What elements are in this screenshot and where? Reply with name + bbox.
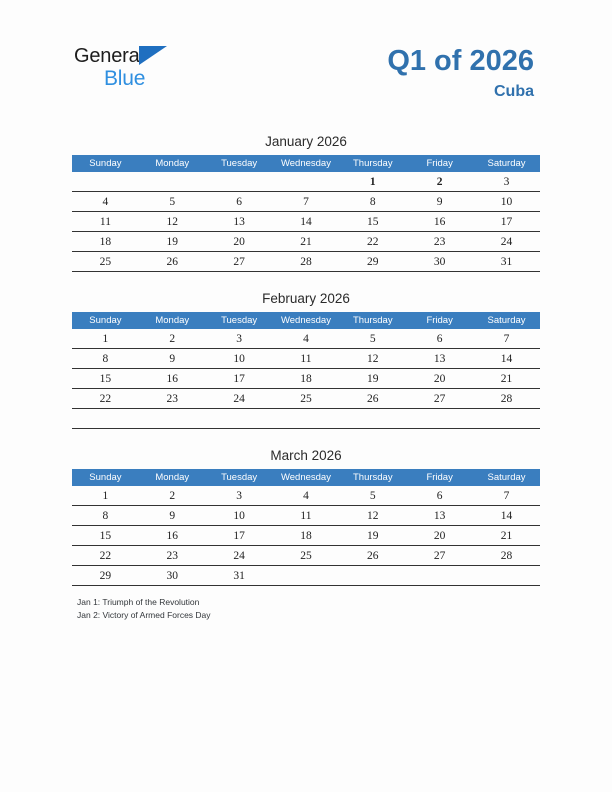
day-cell-empty bbox=[72, 172, 139, 192]
calendar-table bbox=[72, 469, 540, 586]
day-cell[interactable]: 24 bbox=[473, 232, 540, 252]
day-cell[interactable]: 27 bbox=[406, 546, 473, 566]
week-row bbox=[72, 506, 540, 526]
day-cell[interactable]: 4 bbox=[273, 486, 340, 506]
logo-row-bottom bbox=[74, 68, 194, 92]
day-cell[interactable]: 17 bbox=[206, 369, 273, 389]
day-cell[interactable]: 25 bbox=[72, 252, 139, 272]
day-cell[interactable]: 8 bbox=[72, 349, 139, 369]
weekday-header-monday: Monday bbox=[139, 469, 206, 486]
day-cell[interactable]: 13 bbox=[206, 212, 273, 232]
calendar-table bbox=[72, 312, 540, 429]
weekday-header-friday: Friday bbox=[406, 312, 473, 329]
weekday-header-row bbox=[72, 469, 540, 486]
day-cell[interactable]: 1 bbox=[72, 329, 139, 349]
day-cell[interactable]: 18 bbox=[72, 232, 139, 252]
day-cell-empty bbox=[139, 409, 206, 429]
title-block bbox=[387, 44, 534, 103]
weekday-header-row bbox=[72, 312, 540, 329]
week-row bbox=[72, 252, 540, 272]
day-cell[interactable]: 10 bbox=[206, 506, 273, 526]
day-cell[interactable]: 9 bbox=[406, 192, 473, 212]
day-cell[interactable]: 11 bbox=[273, 506, 340, 526]
day-cell-holiday[interactable]: 2 bbox=[406, 172, 473, 192]
week-row bbox=[72, 409, 540, 429]
calendar-table bbox=[72, 155, 540, 272]
day-cell[interactable]: 21 bbox=[473, 526, 540, 546]
day-cell[interactable]: 20 bbox=[206, 232, 273, 252]
day-cell[interactable]: 22 bbox=[72, 389, 139, 409]
month-title: February 2026 bbox=[262, 291, 350, 306]
day-cell[interactable]: 30 bbox=[139, 566, 206, 586]
day-cell[interactable]: 17 bbox=[473, 212, 540, 232]
logo-text-blue: Blue bbox=[104, 67, 146, 90]
day-cell[interactable]: 24 bbox=[206, 546, 273, 566]
day-cell[interactable]: 6 bbox=[206, 192, 273, 212]
day-cell[interactable]: 6 bbox=[406, 486, 473, 506]
month-title: March 2026 bbox=[270, 448, 342, 463]
month-block bbox=[72, 448, 540, 586]
day-cell[interactable]: 11 bbox=[273, 349, 340, 369]
weekday-header-friday: Friday bbox=[406, 155, 473, 172]
day-cell[interactable]: 7 bbox=[473, 329, 540, 349]
page-title: Q1 of 2026 bbox=[387, 45, 534, 77]
holiday-notes bbox=[77, 596, 477, 622]
day-cell[interactable]: 8 bbox=[72, 506, 139, 526]
weekday-header-saturday: Saturday bbox=[473, 155, 540, 172]
holiday-note-line: Jan 2: Victory of Armed Forces Day bbox=[77, 610, 211, 620]
day-cell[interactable]: 9 bbox=[139, 349, 206, 369]
day-cell-empty bbox=[473, 566, 540, 586]
weekday-header-monday: Monday bbox=[139, 155, 206, 172]
weekday-header-friday: Friday bbox=[406, 469, 473, 486]
day-cell[interactable]: 24 bbox=[206, 389, 273, 409]
weekday-header-wednesday: Wednesday bbox=[273, 312, 340, 329]
day-cell[interactable]: 23 bbox=[139, 389, 206, 409]
day-cell[interactable]: 29 bbox=[72, 566, 139, 586]
page-header bbox=[0, 0, 612, 110]
day-cell[interactable]: 19 bbox=[139, 232, 206, 252]
month-block bbox=[72, 134, 540, 272]
week-row bbox=[72, 526, 540, 546]
day-cell[interactable]: 16 bbox=[139, 369, 206, 389]
day-cell[interactable]: 31 bbox=[206, 566, 273, 586]
day-cell-empty bbox=[406, 566, 473, 586]
day-cell[interactable]: 18 bbox=[273, 369, 340, 389]
day-cell[interactable]: 28 bbox=[473, 546, 540, 566]
day-cell[interactable]: 14 bbox=[473, 349, 540, 369]
day-cell-empty bbox=[339, 566, 406, 586]
day-cell[interactable]: 5 bbox=[139, 192, 206, 212]
day-cell-empty bbox=[139, 172, 206, 192]
day-cell[interactable]: 23 bbox=[139, 546, 206, 566]
day-cell-empty bbox=[473, 409, 540, 429]
day-cell[interactable]: 25 bbox=[273, 546, 340, 566]
weekday-header-wednesday: Wednesday bbox=[273, 469, 340, 486]
day-cell-empty bbox=[206, 172, 273, 192]
day-cell[interactable]: 25 bbox=[273, 389, 340, 409]
weekday-header-tuesday: Tuesday bbox=[206, 312, 273, 329]
day-cell[interactable]: 29 bbox=[339, 252, 406, 272]
weekday-header-saturday: Saturday bbox=[473, 312, 540, 329]
day-cell[interactable]: 27 bbox=[206, 252, 273, 272]
day-cell-empty bbox=[273, 409, 340, 429]
weekday-header-tuesday: Tuesday bbox=[206, 469, 273, 486]
day-cell[interactable]: 19 bbox=[339, 369, 406, 389]
day-cell[interactable]: 11 bbox=[72, 212, 139, 232]
day-cell[interactable]: 10 bbox=[473, 192, 540, 212]
day-cell[interactable]: 26 bbox=[139, 252, 206, 272]
week-row bbox=[72, 329, 540, 349]
day-cell[interactable]: 31 bbox=[473, 252, 540, 272]
day-cell-empty bbox=[273, 172, 340, 192]
day-cell[interactable]: 10 bbox=[206, 349, 273, 369]
weekday-header-sunday: Sunday bbox=[72, 469, 139, 486]
day-cell[interactable]: 16 bbox=[139, 526, 206, 546]
day-cell[interactable]: 3 bbox=[206, 486, 273, 506]
day-cell[interactable]: 6 bbox=[406, 329, 473, 349]
day-cell[interactable]: 12 bbox=[339, 506, 406, 526]
week-row bbox=[72, 172, 540, 192]
logo-row-top bbox=[74, 44, 194, 68]
week-row bbox=[72, 369, 540, 389]
day-cell[interactable]: 9 bbox=[139, 506, 206, 526]
weekday-header-thursday: Thursday bbox=[339, 312, 406, 329]
day-cell[interactable]: 20 bbox=[406, 369, 473, 389]
day-cell[interactable]: 4 bbox=[72, 192, 139, 212]
weekday-header-thursday: Thursday bbox=[339, 469, 406, 486]
day-cell[interactable]: 17 bbox=[206, 526, 273, 546]
day-cell-empty bbox=[72, 409, 139, 429]
logo-text-general: General bbox=[74, 45, 144, 67]
weekday-header-row bbox=[72, 155, 540, 172]
day-cell[interactable]: 13 bbox=[406, 506, 473, 526]
week-row bbox=[72, 212, 540, 232]
week-row bbox=[72, 349, 540, 369]
holiday-note-line: Jan 1: Triumph of the Revolution bbox=[77, 597, 200, 607]
day-cell[interactable]: 7 bbox=[273, 192, 340, 212]
day-cell[interactable]: 20 bbox=[406, 526, 473, 546]
day-cell[interactable]: 7 bbox=[473, 486, 540, 506]
day-cell-empty bbox=[273, 566, 340, 586]
day-cell[interactable]: 16 bbox=[406, 212, 473, 232]
day-cell[interactable]: 26 bbox=[339, 389, 406, 409]
day-cell-empty bbox=[406, 409, 473, 429]
general-blue-logo[interactable] bbox=[74, 44, 194, 92]
country-subtitle: Cuba bbox=[494, 83, 534, 100]
day-cell[interactable]: 3 bbox=[473, 172, 540, 192]
months-container bbox=[72, 134, 540, 605]
day-cell[interactable]: 4 bbox=[273, 329, 340, 349]
day-cell[interactable]: 22 bbox=[72, 546, 139, 566]
day-cell[interactable]: 19 bbox=[339, 526, 406, 546]
day-cell[interactable]: 2 bbox=[139, 486, 206, 506]
day-cell[interactable]: 1 bbox=[72, 486, 139, 506]
day-cell[interactable]: 13 bbox=[406, 349, 473, 369]
day-cell-empty bbox=[206, 409, 273, 429]
day-cell[interactable]: 5 bbox=[339, 486, 406, 506]
day-cell[interactable]: 15 bbox=[339, 212, 406, 232]
day-cell[interactable]: 3 bbox=[206, 329, 273, 349]
weekday-header-wednesday: Wednesday bbox=[273, 155, 340, 172]
weekday-header-saturday: Saturday bbox=[473, 469, 540, 486]
blue-triangle-icon bbox=[139, 46, 167, 65]
week-row bbox=[72, 389, 540, 409]
day-cell[interactable]: 30 bbox=[406, 252, 473, 272]
day-cell[interactable]: 15 bbox=[72, 369, 139, 389]
day-cell[interactable]: 15 bbox=[72, 526, 139, 546]
day-cell[interactable]: 12 bbox=[339, 349, 406, 369]
weekday-header-tuesday: Tuesday bbox=[206, 155, 273, 172]
day-cell[interactable]: 12 bbox=[139, 212, 206, 232]
day-cell[interactable]: 2 bbox=[139, 329, 206, 349]
week-row bbox=[72, 546, 540, 566]
day-cell[interactable]: 5 bbox=[339, 329, 406, 349]
day-cell[interactable]: 28 bbox=[273, 252, 340, 272]
week-row bbox=[72, 486, 540, 506]
weekday-header-monday: Monday bbox=[139, 312, 206, 329]
weekday-header-sunday: Sunday bbox=[72, 155, 139, 172]
day-cell-empty bbox=[339, 409, 406, 429]
day-cell[interactable]: 14 bbox=[273, 212, 340, 232]
week-row bbox=[72, 232, 540, 252]
day-cell[interactable]: 8 bbox=[339, 192, 406, 212]
month-block bbox=[72, 291, 540, 429]
month-title: January 2026 bbox=[265, 134, 347, 149]
day-cell[interactable]: 22 bbox=[339, 232, 406, 252]
day-cell-holiday[interactable]: 1 bbox=[339, 172, 406, 192]
week-row bbox=[72, 192, 540, 212]
day-cell[interactable]: 18 bbox=[273, 526, 340, 546]
weekday-header-sunday: Sunday bbox=[72, 312, 139, 329]
weekday-header-thursday: Thursday bbox=[339, 155, 406, 172]
week-row bbox=[72, 566, 540, 586]
day-cell[interactable]: 23 bbox=[406, 232, 473, 252]
day-cell[interactable]: 26 bbox=[339, 546, 406, 566]
day-cell[interactable]: 21 bbox=[473, 369, 540, 389]
day-cell[interactable]: 14 bbox=[473, 506, 540, 526]
day-cell[interactable]: 27 bbox=[406, 389, 473, 409]
day-cell[interactable]: 21 bbox=[273, 232, 340, 252]
day-cell[interactable]: 28 bbox=[473, 389, 540, 409]
